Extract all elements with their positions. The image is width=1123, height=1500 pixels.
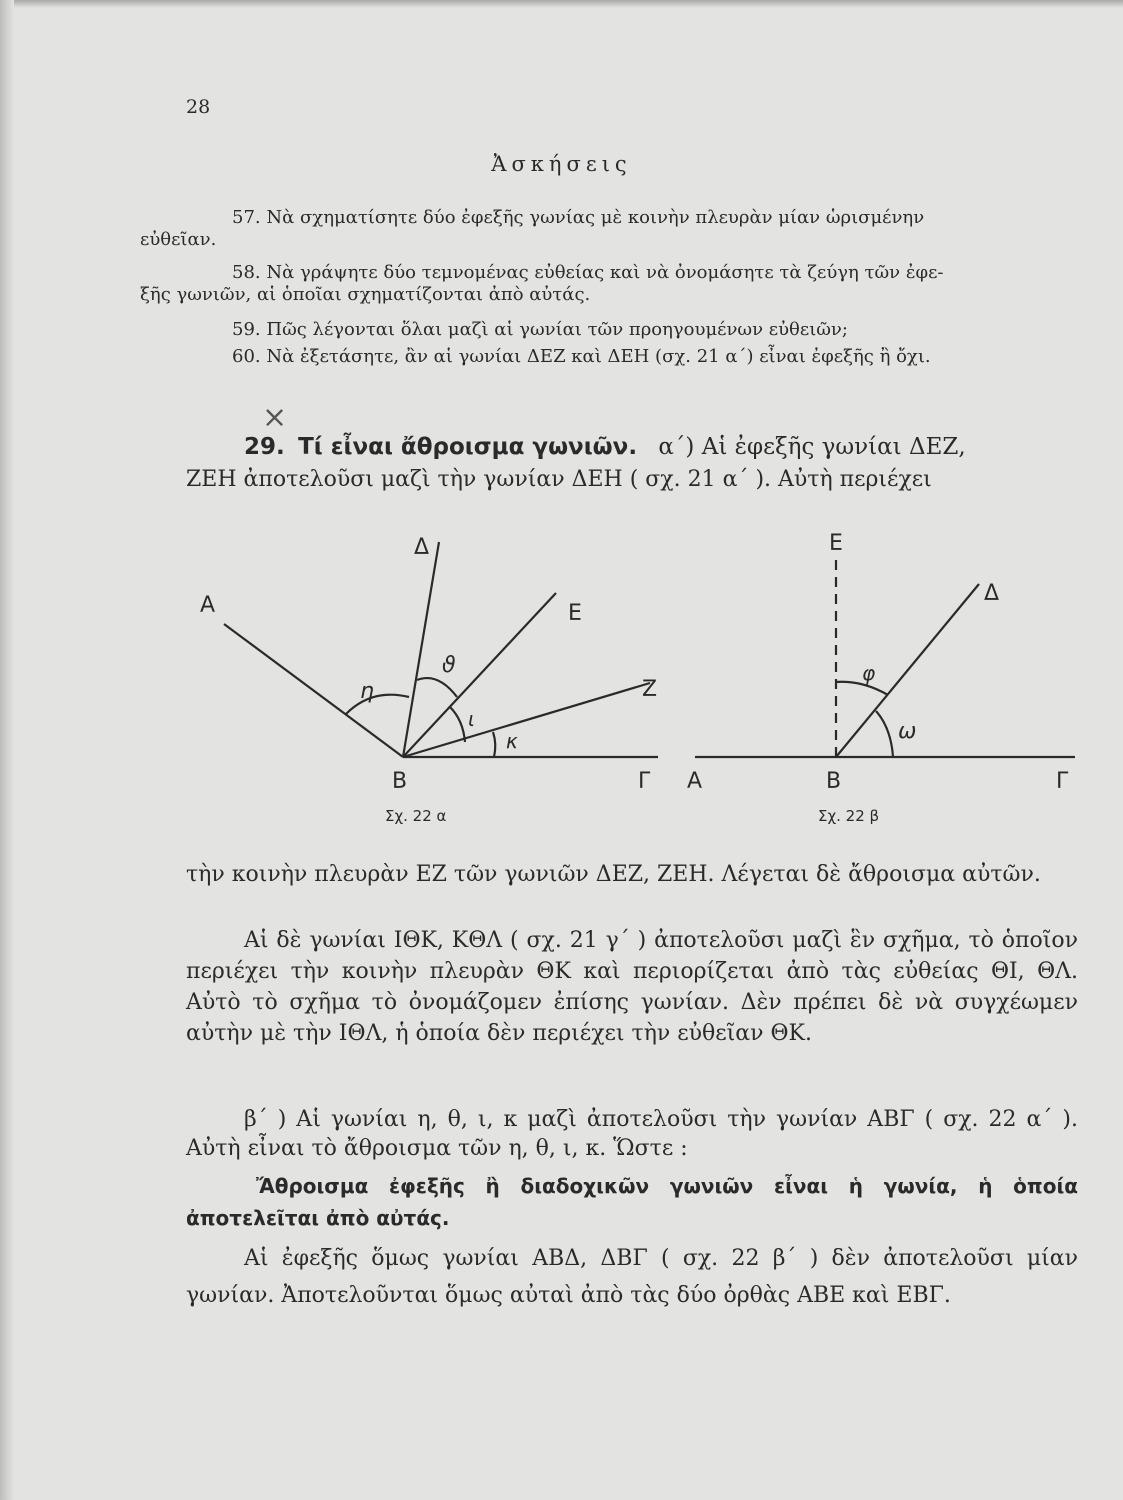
label-B-b: Β	[826, 769, 842, 794]
label-B: Β	[392, 769, 408, 794]
angle-eta: η	[360, 679, 374, 704]
angle-iota: ι	[468, 707, 475, 731]
figure-22b-lines	[695, 560, 1075, 757]
ray-BA	[224, 624, 403, 757]
section-para-start: α΄) Αἱ ἐφεξῆς γωνίαι ΔΕΖ,	[658, 434, 966, 460]
caption-22a: Σχ. 22 α	[385, 807, 447, 825]
caption-22b: Σχ. 22 β	[818, 807, 880, 825]
exercise-text: Νὰ σχηματίσητε δύο ἐφεξῆς γωνίας μὲ κοινὴν πλευρὰν μίαν ὡρισμένην	[266, 207, 925, 228]
pencil-mark: ×	[262, 400, 288, 435]
label-G-b: Γ	[1056, 769, 1069, 794]
body-paragraph-1: τὴν κοινὴν πλευρὰν ΕΖ τῶν γωνιῶν ΔΕΖ, ΖΕΗ. Λέγεται δὲ ἄθροισμα αὐτῶν.	[186, 862, 1041, 887]
exercise-57	[140, 207, 1080, 251]
angle-kappa: κ	[506, 729, 518, 753]
label-A-b: Α	[687, 769, 703, 794]
section-para-line2: ΖΕΗ ἀποτελοῦσι μαζὶ τὴν γωνίαν ΔΕΗ ( σχ. 21 α΄ ). Αὐτὴ περιέχει	[186, 467, 932, 492]
arc-theta	[417, 678, 457, 697]
arc-omega	[876, 711, 893, 757]
definition: Ἄθροισμα ἐφεξῆς ἢ διαδοχικῶν γωνιῶν εἶναι ἡ γωνία, ἡ ὁποία ἀποτελεῖται ἀπὸ αὐτάς.	[186, 1174, 1078, 1230]
figure-22a-lines	[224, 542, 658, 757]
section-title: Ἀσκήσεις	[491, 152, 632, 176]
label-E: Ε	[568, 601, 582, 626]
label-G: Γ	[638, 769, 651, 794]
angle-theta: ϑ	[442, 653, 456, 678]
exercise-number: 58.	[232, 262, 261, 283]
exercise-60	[186, 346, 1080, 368]
label-D: Δ	[414, 535, 430, 560]
label-D-b: Δ	[984, 581, 1000, 606]
exercise-number: 59.	[232, 319, 261, 340]
body-paragraph-2: Αἱ δὲ γωνίαι ΙΘΚ, ΚΘΛ ( σχ. 21 γ΄ ) ἀποτελοῦσι μαζὶ ἓν σχῆμα, τὸ ὁποῖον περιέχει τὴν κοινὴν πλευρὰν ΘΚ καὶ περιορίζεται ἀπὸ τὰς εὐθείας ΘΙ, ΘΛ. Αὐτὸ τὸ σχῆμα τὸ ὀνομάζομεν ἐπίσης γωνίαν. Δὲν πρέπει δὲ νὰ συγχέωμεν αὐτὴν μὲ τὴν ΙΘΛ, ἡ ὁποία δὲν περιέχει τὴν εὐθεῖαν ΘΚ.	[186, 928, 1078, 1046]
arc-kappa	[493, 732, 495, 757]
arc-eta	[346, 695, 409, 714]
label-Z: Ζ	[642, 677, 658, 702]
last-paragraph: Αἱ ἐφεξῆς ὅμως γωνίαι ΑΒΔ, ΔΒΓ ( σχ. 22 β΄ ) δὲν ἀποτελοῦσι μίαν γωνίαν. Ἀποτελοῦνται ὅμως αὐταὶ ἀπὸ τὰς δύο ὀρθὰς ΑΒΕ καὶ ΕΒΓ.	[186, 1246, 1078, 1308]
exercise-59	[186, 319, 1080, 341]
exercise-number: 60.	[232, 346, 261, 367]
exercise-text: Πῶς λέγονται ὅλαι μαζὶ αἱ γωνίαι τῶν προηγουμένων εὐθειῶν;	[266, 319, 848, 340]
section-number: 29.	[244, 434, 285, 460]
body-paragraph-3: β΄ ) Αἱ γωνίαι η, θ, ι, κ μαζὶ ἀποτελοῦσι τὴν γωνίαν ΑΒΓ ( σχ. 22 α΄ ). Αὐτὴ εἶναι τὸ ἄθροισμα τῶν η, θ, ι, κ. Ὥστε :	[186, 1107, 1078, 1161]
angle-omega: ω	[898, 719, 917, 744]
label-E-b: Ε	[829, 531, 843, 556]
section-29-line1	[244, 434, 966, 460]
angle-phi: φ	[862, 661, 876, 685]
exercise-text: Νὰ ἐξετάσητε, ἂν αἱ γωνίαι ΔΕΖ καὶ ΔΕΗ (σχ. 21 α΄) εἶναι ἐφεξῆς ἢ ὄχι.	[266, 346, 931, 367]
arc-iota	[450, 707, 465, 742]
exercise-58	[140, 262, 1080, 306]
label-A: Α	[200, 593, 216, 618]
ray-BZ	[403, 683, 650, 757]
page-top-shadow	[0, 0, 1123, 8]
figures-22	[150, 520, 1090, 840]
exercise-text-cont: ξῆς γωνιῶν, αἱ ὁποῖαι σχηματίζονται ἀπὸ αὐτάς.	[140, 284, 591, 305]
exercise-text: Νὰ γράψητε δύο τεμνομένας εὐθείας καὶ νὰ ὀνομάσητε τὰ ζεύγη τῶν ἐφε-	[266, 262, 944, 283]
section-heading: Τί εἶναι ἄθροισμα γωνιῶν.	[298, 434, 638, 460]
page-binding-shadow	[0, 0, 14, 1500]
exercise-text-cont: εὐθεῖαν.	[140, 229, 217, 250]
page-number: 28	[186, 96, 211, 118]
exercise-number: 57.	[232, 207, 261, 228]
